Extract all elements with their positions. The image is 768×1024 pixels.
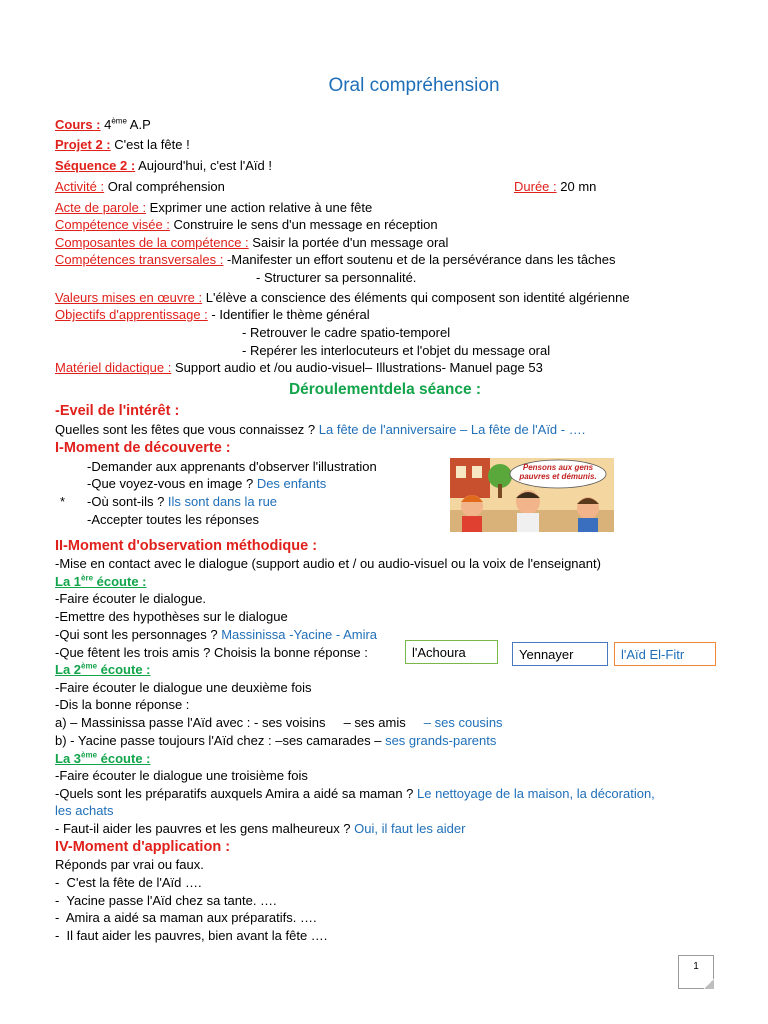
acte-label: Acte de parole : <box>55 200 147 215</box>
e1-q3: -Qui sont les personnages ? <box>55 627 218 642</box>
ecoute-1-sup: ère <box>81 573 94 583</box>
application-item: - Amira a aidé sa maman aux préparatifs. …. <box>55 910 317 925</box>
e2-line-2: -Dis la bonne réponse : <box>55 697 190 712</box>
choice-box-aid-el-fitr[interactable]: l'Aïd El-Fitr <box>614 642 716 666</box>
e2-q3: a) – Massinissa passe l'Aïd avec : - ses voisins – ses amis <box>55 715 406 730</box>
objectifs-line-2: - Retrouver le cadre spatio-temporel <box>242 325 451 340</box>
speech-bubble-text: Pensons aux gens pauvres et démunis. <box>519 463 597 481</box>
decouverte-a3: Ils sont dans la rue <box>164 494 278 509</box>
objectifs-label: Objectifs d'apprentissage : <box>55 307 208 322</box>
transversales-value-1: -Manifester un effort soutenu et de la persévérance dans les tâches <box>223 252 616 267</box>
ecoute-1-label-text: La 1 <box>55 574 82 589</box>
e3-a3: Oui, il faut les aider <box>350 821 466 836</box>
composantes-line <box>55 235 448 251</box>
application-item: - Yacine passe l'Aïd chez sa tante. …. <box>55 893 277 908</box>
choice-box-achoura[interactable]: l'Achoura <box>405 640 498 664</box>
composantes-value: Saisir la portée d'un message oral <box>248 235 449 250</box>
objectifs-value-1: - Identifier le thème général <box>207 307 370 322</box>
choice-box-yennayer[interactable]: Yennayer <box>512 642 608 666</box>
bullet-star: * <box>60 494 66 509</box>
e3-line-3 <box>55 821 465 837</box>
duree-line <box>514 179 596 195</box>
application-item: - C'est la fête de l'Aïd …. <box>55 875 202 890</box>
ecoute-1-label <box>55 574 147 589</box>
decouverte-q2: -Que voyez-vous en image ? <box>87 476 254 491</box>
e1-line-2: -Emettre des hypothèses sur le dialogue <box>55 609 288 624</box>
e1-line-4: -Que fêtent les trois amis ? Choisis la bonne réponse : <box>55 645 368 660</box>
e2-line-3 <box>55 715 503 731</box>
page-number: 1 <box>693 961 699 972</box>
decouverte-line-4: -Accepter toutes les réponses <box>87 512 259 527</box>
eveil-answer: La fête de l'anniversaire – La fête de l'Aïd - …. <box>315 422 586 437</box>
decouverte-line-3 <box>87 494 277 510</box>
acte-line <box>55 200 372 216</box>
decouverte-q3: -Où sont-ils ? <box>87 494 165 509</box>
duree-label: Durée : <box>514 179 557 194</box>
e2-a4: ses grands-parents <box>381 733 497 748</box>
page-title: Oral compréhension <box>328 75 500 96</box>
e2-line-4 <box>55 733 496 749</box>
application-heading: IV-Moment d'application : <box>55 839 231 855</box>
ecoute-2-suffix: écoute : <box>97 662 151 677</box>
application-item: - Il faut aider les pauvres, bien avant la fête …. <box>55 928 328 943</box>
projet-value: C'est la fête ! <box>110 137 190 152</box>
eveil-heading: -Eveil de l'intérêt : <box>55 403 180 419</box>
valeurs-value: L'élève a conscience des éléments qui composent son identité algérienne <box>202 290 630 305</box>
cours-line <box>55 117 151 133</box>
duree-value: 20 mn <box>556 179 597 194</box>
observation-intro: -Mise en contact avec le dialogue (support audio et / ou audio-visuel ou la voix de l'enseignant) <box>55 556 601 571</box>
e3-line-1: -Faire écouter le dialogue une troisième fois <box>55 768 308 783</box>
e3-q2: -Quels sont les préparatifs auxquels Amira a aidé sa maman ? <box>55 786 414 801</box>
e2-line-1: -Faire écouter le dialogue une deuxième fois <box>55 680 312 695</box>
e2-q4: b) - Yacine passe toujours l'Aïd chez : –ses camarades – <box>55 733 382 748</box>
projet-line <box>55 137 190 153</box>
ecoute-1-suffix: écoute : <box>93 574 147 589</box>
e3-q3: - Faut-il aider les pauvres et les gens malheureux ? <box>55 821 351 836</box>
transversales-label: Compétences transversales : <box>55 252 224 267</box>
sequence-value: Aujourd'hui, c'est l'Aïd ! <box>135 158 273 173</box>
page-number-box <box>678 955 714 989</box>
activite-value: Oral compréhension <box>104 179 225 194</box>
cours-sup: ème <box>111 116 127 126</box>
cours-value: 4 <box>100 117 112 132</box>
ecoute-3-label-text: La 3 <box>55 751 82 766</box>
ecoute-3-heading <box>55 751 151 767</box>
ecoute-2-label-text: La 2 <box>55 662 82 677</box>
sequence-line <box>55 158 272 174</box>
ecoute-2-heading <box>55 662 151 678</box>
cours-label: Cours : <box>55 117 101 132</box>
decouverte-line-1: -Demander aux apprenants d'observer l'illustration <box>87 459 377 474</box>
transversales-line <box>55 252 616 268</box>
activite-label: Activité : <box>55 179 105 194</box>
composantes-label: Composantes de la compétence : <box>55 235 249 250</box>
application-instruction: Réponds par vrai ou faux. <box>55 857 204 872</box>
decouverte-line-2 <box>87 476 326 492</box>
e3-a2: Le nettoyage de la maison, la décoration, <box>413 786 655 801</box>
decouverte-a2: Des enfants <box>253 476 327 491</box>
e1-line-1: -Faire écouter le dialogue. <box>55 591 207 606</box>
materiel-label: Matériel didactique : <box>55 360 172 375</box>
eveil-question-line <box>55 422 585 438</box>
e2-a3: – ses cousins <box>405 715 503 730</box>
materiel-line <box>55 360 543 376</box>
e3-line-2-cont: les achats <box>55 803 114 818</box>
acte-value: Exprimer une action relative à une fête <box>146 200 373 215</box>
competence-label: Compétence visée : <box>55 217 170 232</box>
decouverte-heading: I-Moment de découverte : <box>55 440 231 456</box>
ecoute-3-suffix: écoute : <box>97 751 151 766</box>
ecoute-3-sup: ème <box>81 750 98 760</box>
e1-line-3 <box>55 627 377 643</box>
ecoute-1-heading <box>55 574 147 590</box>
ecoute-2-sup: ème <box>81 661 98 671</box>
materiel-value: Support audio et /ou audio-visuel– Illustrations- Manuel page 53 <box>171 360 543 375</box>
competence-line <box>55 217 438 233</box>
sequence-label: Séquence 2 : <box>55 158 136 173</box>
e1-a3: Massinissa -Yacine - Amira <box>217 627 378 642</box>
cours-suffix: A.P <box>126 117 151 132</box>
objectifs-line <box>55 307 370 323</box>
competence-value: Construire le sens d'un message en réception <box>169 217 438 232</box>
deroulement-title: Déroulementdela séance : <box>288 381 482 398</box>
valeurs-line <box>55 290 630 306</box>
projet-label: Projet 2 : <box>55 137 111 152</box>
children-illustration <box>450 458 614 532</box>
ecoute-3-label <box>55 751 151 766</box>
activite-line <box>55 179 225 195</box>
observation-heading: II-Moment d'observation méthodique : <box>55 538 318 554</box>
objectifs-line-3: - Repérer les interlocuteurs et l'objet du message oral <box>242 343 551 358</box>
eveil-question: Quelles sont les fêtes que vous connaissez ? <box>55 422 316 437</box>
e3-line-2 <box>55 786 655 802</box>
transversales-line-2: - Structurer sa personnalité. <box>256 270 417 285</box>
page-fold-corner <box>704 979 714 989</box>
valeurs-label: Valeurs mises en œuvre : <box>55 290 203 305</box>
ecoute-2-label <box>55 662 151 677</box>
